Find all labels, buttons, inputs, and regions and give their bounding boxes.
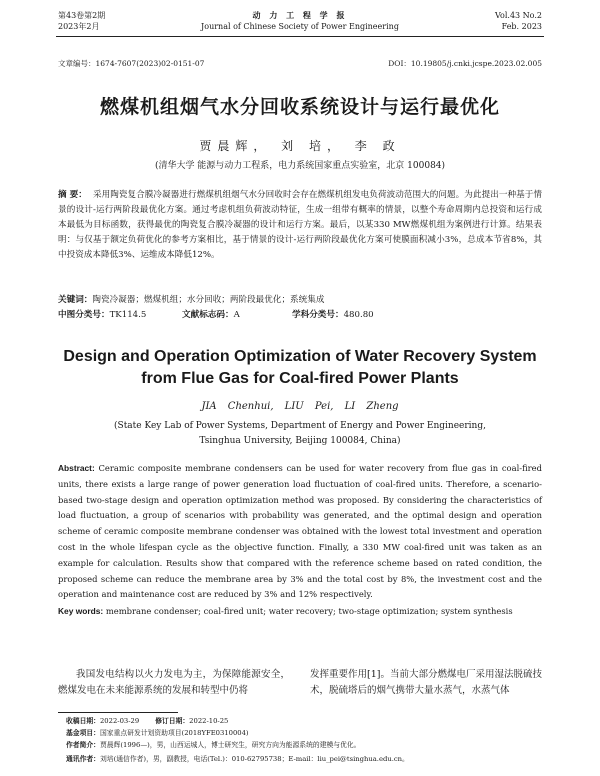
abstract-cn-label: 摘 要： (58, 190, 87, 200)
classification-row (58, 308, 542, 320)
doc-code-label: 文献标志码： (182, 310, 234, 320)
keywords-en-label: Key words: (58, 606, 104, 616)
fund-text: 国家重点研发计划资助项目(2018YFE0310004) (99, 729, 249, 737)
date-en: Feb. 2023 (501, 22, 542, 31)
keywords-cn-text: 陶瓷冷凝器；燃煤机组；水分回收；两阶段最优化；系统集成 (92, 295, 325, 305)
fund-label: 基金项目： (66, 729, 100, 737)
volume-cn: 第43卷第2期 (58, 11, 106, 20)
volume-en: Vol.43 No.2 (495, 11, 542, 20)
abstract-en (58, 461, 542, 603)
keywords-en-text: membrane condenser; coal-fired unit; water recovery; two-stage optimization; system synthesis (105, 606, 513, 616)
article-number: 文章编号：1674-7607(2023)02-0151-07 (58, 59, 205, 68)
title-en-line2: from Flue Gas for Coal-fired Power Plants (141, 370, 459, 387)
footnote-rule (58, 712, 178, 713)
abstract-cn (58, 188, 542, 263)
revised-date: 2022-10-25 (189, 717, 229, 725)
authors-en: JIA Chenhui, LIU Pei, LI Zheng (201, 401, 399, 412)
keywords-cn (58, 293, 542, 305)
page-title-en (0, 346, 600, 390)
page-title-cn: 燃煤机组烟气水分回收系统设计与运行最优化 (99, 96, 500, 118)
subject-label: 学科分类号： (292, 310, 344, 320)
body-column-left: 我国发电结构以火力发电为主，为保障能源安全，燃煤发电在未来能源系统的发展和转型中仍将 (58, 669, 290, 696)
doi-link[interactable]: DOI：10.19805/j.cnki.jcspe.2023.02.005 (388, 59, 542, 68)
contact-label: 通讯作者： (66, 755, 100, 763)
journal-title-cn: 动 力 工 程 学 报 (252, 10, 348, 20)
received-date: 2022-03-29 (99, 717, 140, 725)
keywords-en (58, 604, 542, 620)
author-bio-label: 作者简介： (66, 741, 100, 749)
footnote-contact (66, 754, 542, 765)
body-column-right: 发挥重要作用[1]。当前大部分燃煤电厂采用湿法脱硫技术，脱硫塔后的烟气携带大量水蒸气，水蒸气体 (310, 669, 542, 696)
clc-label: 中图分类号： (58, 310, 110, 320)
subject-value: 480.80 (343, 310, 374, 320)
affiliation-en-line2: Tsinghua University, Beijing 100084, China) (199, 436, 401, 446)
article-meta (58, 58, 542, 69)
received-label: 收稿日期： (66, 717, 100, 725)
header-rule (56, 36, 544, 37)
affiliation-en-line1: (State Key Lab of Power Systems, Department of Energy and Power Engineering, (114, 421, 486, 431)
abstract-cn-text: 采用陶瓷复合膜冷凝器进行燃煤机组烟气水分回收时会存在燃煤机组发电负荷波动范围大的问题。为此提出一种基于情景的设计-运行两阶段最优化方案。通过考虑机组负荷波动特征，生成一组带有概率的情景，以整个寿命周期内总投资和运行成本最低为目标函数，获得最优的陶瓷复合膜冷凝器的设计和运行方案。最后，以某330 MW燃煤机组为案例进行计算。结果表明：与仅基于额定负荷优化的参考方案相比，基于情景的设计-运行两阶段最优化方案可使膜面积减小3%，总成本节省8%，其中投资成本降低3%、运维成本降低12%。 (58, 190, 542, 260)
footnote-dates (66, 716, 542, 727)
author-bio-text: 贾晨辉(1996—)，男，山西运城人，博士研究生，研究方向为能源系统的建模与优化。 (99, 741, 361, 749)
contact-text: 刘培(通信作者)，男，副教授，电话(Tel.)：010-62795738；E-mail：liu_pei@tsinghua.edu.cn。 (99, 755, 409, 763)
abstract-en-text: Ceramic composite membrane condensers can be used for water recovery from flue gas in coal-fired units, there exists a large range of power generation load fluctuation of coal-fired units. Therefore, a scenario-based two-stage design and operation optimization method was proposed. By considering the characteristics of load fluctuation, a group of scenarios with probability was generated, and the optimal design and operation scheme of ceramic composite membrane condenser was obtained with the lowest total investment and operation cost in the whole lifespan cycle as the objective function. Finally, a 330 MW coal-fired unit was taken as an example for calculation. Results show that compared with the reference scheme based on rated condition, the proposed scheme can reduce the membrane area by 3% and the total cost by 8%, the investment cost and the operation and maintenance cost are reduced by 3% and 12% respectively. (58, 463, 542, 600)
footnote-author (66, 740, 542, 751)
title-en-line1: Design and Operation Optimization of Water Recovery System (63, 348, 537, 365)
authors-cn: 贾晨辉， 刘 培， 李 政 (199, 139, 401, 153)
header-right (495, 10, 542, 32)
affiliation-cn: (清华大学 能源与动力工程系，电力系统国家重点实验室，北京 100084) (154, 161, 446, 171)
keywords-cn-label: 关键词： (58, 295, 93, 305)
journal-title-en: Journal of Chinese Society of Power Engineering (201, 22, 399, 31)
footnote-fund (66, 728, 542, 739)
abstract-en-label: Abstract: (58, 463, 95, 473)
affiliation-en (0, 419, 600, 449)
doc-code-value: A (233, 310, 240, 320)
revised-label: 修订日期： (155, 717, 190, 725)
clc-value: TK114.5 (109, 310, 147, 320)
date-cn: 2023年2月 (58, 22, 100, 31)
